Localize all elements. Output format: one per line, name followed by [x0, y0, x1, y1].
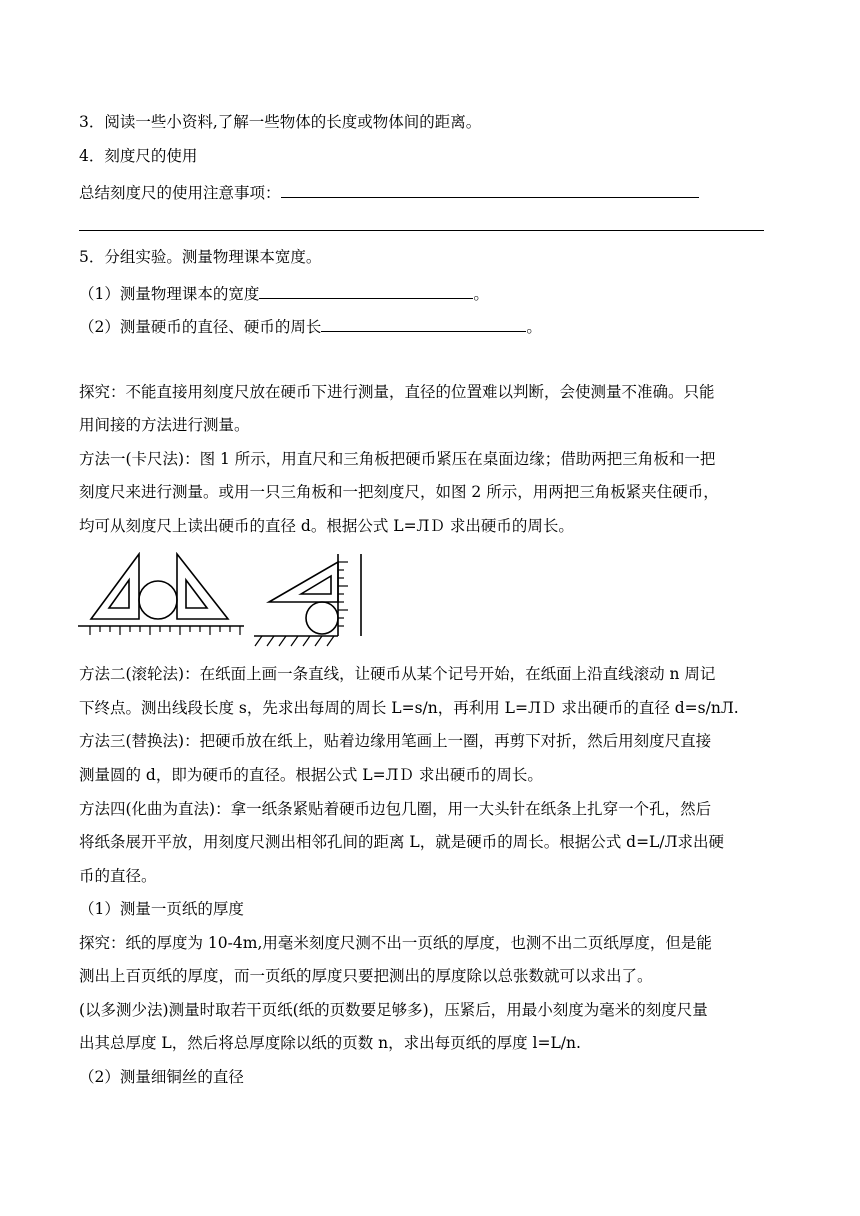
- figure-2-triangle-and-ruler: [254, 554, 361, 646]
- item-5-group-experiment: 5．分组实验。测量物理课本宽度。: [79, 248, 322, 266]
- measure-coin: [79, 315, 542, 337]
- method-4-line-2: 将纸条展开平放，用刻度尺测出相邻孔间的距离 L，就是硬币的周长。根据公式 d=L/Л求出硬: [79, 833, 725, 851]
- summary-label: 总结刻度尺的使用注意事项：: [79, 184, 281, 202]
- explore-paper-line-1: 探究：纸的厚度为 10-4m,用毫米刻度尺测不出一页纸的厚度，也测不出二页纸厚度，但是能: [79, 934, 712, 952]
- measure-book-width: [79, 282, 489, 304]
- method-2-line-2: 下终点。测出线段长度 s，先求出每周的周长 L=s/n，再利用 L=ЛＤ 求出硬币的直径 d=s/nЛ.: [79, 699, 739, 717]
- period: 。: [526, 318, 542, 336]
- period: 。: [473, 285, 489, 303]
- triangle-2-inner: [301, 576, 331, 594]
- vertical-ruler-ticks: [338, 562, 348, 626]
- figure-1-two-triangles: [78, 554, 244, 635]
- explore-coin-line-2: 用间接的方法进行测量。: [79, 416, 250, 434]
- measure-coin-label: （2）测量硬币的直径、硬币的周长: [79, 318, 322, 336]
- ruler-ticks: [90, 626, 240, 635]
- explore-coin-line-1: 探究：不能直接用刻度尺放在硬币下进行测量，直径的位置难以判断，会使测量不准确。只能: [79, 383, 715, 401]
- paper-thickness-heading: （1）测量一页纸的厚度: [79, 900, 244, 918]
- triangle-right-inner: [186, 580, 207, 608]
- summary-answer-blank: [281, 181, 699, 198]
- method-3-line-2: 测量圆的 d，即为硬币的直径。根据公式 L=ЛＤ 求出硬币的周长。: [79, 766, 543, 784]
- method-4-line-3: 币的直径。: [79, 867, 157, 885]
- method-1-line-2: 刻度尺来进行测量。或用一只三角板和一把刻度尺，如图 2 所示，用两把三角板紧夹住硬币，: [79, 483, 719, 501]
- triangle-right: [177, 554, 228, 619]
- caliper-figures: [76, 552, 376, 652]
- method-1-line-3: 均可从刻度尺上读出硬币的直径 d。根据公式 L=ЛＤ 求出硬币的周长。: [79, 517, 574, 535]
- triangle-2: [269, 562, 338, 602]
- coin-circle: [139, 581, 177, 619]
- method-2-line-1: 方法二(滚轮法)：在纸面上画一条直线，让硬币从某个记号开始，在纸面上沿直线滚动 n 周记: [79, 665, 716, 683]
- multi-measure-line-2: 出其总厚度 L，然后将总厚度除以纸的页数 n，求出每页纸的厚度 l=L/n.: [79, 1034, 581, 1052]
- measure-book-width-label: （1）测量物理课本的宽度: [79, 285, 260, 303]
- method-3-line-1: 方法三(替换法)：把硬币放在纸上，贴着边缘用笔画上一圈，再剪下对折，然后用刻度尺直接: [79, 732, 712, 750]
- answer-rule-line: [79, 230, 764, 231]
- summary-line: [79, 181, 699, 203]
- copper-wire-heading: （2）测量细铜丝的直径: [79, 1068, 244, 1086]
- triangle-left-inner: [109, 580, 129, 608]
- method-1-line-1: 方法一(卡尺法)：图 1 所示，用直尺和三角板把硬币紧压在桌面边缘；借助两把三角板和一把: [79, 450, 716, 468]
- coin-circle-2: [306, 602, 338, 634]
- explore-paper-line-2: 测出上百页纸的厚度，而一页纸的厚度只要把测出的厚度除以总张数就可以求出了。: [79, 967, 653, 985]
- triangle-left: [91, 554, 139, 619]
- book-width-blank: [259, 282, 473, 299]
- coin-blank: [321, 315, 526, 332]
- multi-measure-line-1: (以多测少法)测量时取若干页纸(纸的页数要足够多)，压紧后，用最小刻度为毫米的刻度尺量: [79, 1001, 708, 1019]
- item-4-ruler-usage: 4．刻度尺的使用: [79, 147, 198, 165]
- item-3-reading: 3．阅读一些小资料,了解一些物体的长度或物体间的距离。: [79, 113, 482, 131]
- method-4-line-1: 方法四(化曲为直法)：拿一纸条紧贴着硬币边包几圈，用一大头针在纸条上扎穿一个孔，然后: [79, 800, 712, 818]
- table-hatching: [255, 636, 334, 646]
